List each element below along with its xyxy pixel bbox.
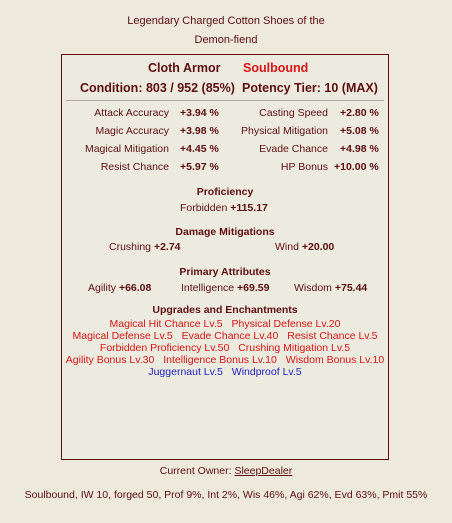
- stat-label: Resist Chance: [100, 161, 169, 173]
- enchantment-item: Windproof Lv.5: [231, 366, 302, 378]
- upgrade-item: Resist Chance Lv.5: [287, 330, 378, 342]
- stat-label: Casting Speed: [259, 107, 328, 119]
- upgrade-item: Magical Hit Chance Lv.5: [109, 318, 223, 330]
- upgrade-row: [62, 354, 388, 366]
- attribute-label: Intelligence: [181, 282, 235, 294]
- divider: [66, 100, 384, 101]
- item-stats-panel: [61, 54, 389, 460]
- upgrades-heading: Upgrades and Enchantments: [152, 304, 298, 316]
- proficiency-value: +115.17: [230, 202, 268, 214]
- attribute-intelligence: [181, 282, 269, 294]
- owner-link[interactable]: SleepDealer: [234, 465, 293, 477]
- attribute-value: +69.59: [237, 282, 270, 294]
- upgrade-item: Intelligence Bonus Lv.10: [163, 354, 277, 366]
- stat-label: Attack Accuracy: [94, 107, 169, 119]
- proficiency-heading: Proficiency: [196, 186, 254, 198]
- mitigation-label: Wind: [275, 241, 299, 253]
- item-title-line2: Demon-fiend: [194, 34, 258, 46]
- stat-value: +4.98 %: [340, 143, 379, 155]
- proficiency-label: Forbidden: [180, 202, 228, 214]
- mitigation-wind: [275, 241, 334, 253]
- mitigation-crushing: [109, 241, 181, 253]
- attribute-wisdom: [294, 282, 367, 294]
- attribute-value: +66.08: [118, 282, 152, 294]
- primary-attributes-heading: Primary Attributes: [179, 266, 271, 278]
- owner-label: Current Owner:: [159, 465, 232, 477]
- enchantment-row: [62, 366, 388, 378]
- stat-value: +4.45 %: [180, 143, 219, 155]
- stat-label: Magical Mitigation: [84, 143, 169, 155]
- upgrade-item: Agility Bonus Lv.30: [65, 354, 155, 366]
- upgrade-row: [62, 342, 388, 354]
- item-type: Cloth Armor: [148, 61, 221, 75]
- attribute-label: Wisdom: [294, 282, 332, 294]
- upgrade-item: Wisdom Bonus Lv.10: [285, 354, 385, 366]
- stat-label: Physical Mitigation: [241, 125, 328, 137]
- stat-value: +5.97 %: [180, 161, 219, 173]
- item-summary: Soulbound, IW 10, forged 50, Prof 9%, Int 2%, Wis 46%, Agi 62%, Evd 63%, Pmit 55%: [24, 489, 428, 501]
- attribute-value: +75.44: [334, 282, 368, 294]
- mitigation-value: +2.74: [153, 241, 181, 253]
- stat-label: Magic Accuracy: [95, 125, 169, 137]
- soulbound-label: Soulbound: [243, 61, 309, 75]
- condition-text: Condition: 803 / 952 (85%): [80, 81, 235, 95]
- enchantment-item: Juggernaut Lv.5: [148, 366, 223, 378]
- upgrade-row: [62, 318, 388, 330]
- stat-value: +5.08 %: [340, 125, 379, 137]
- upgrade-item: Evade Chance Lv.40: [181, 330, 279, 342]
- attribute-agility: [88, 282, 151, 294]
- item-title-line1: Legendary Charged Cotton Shoes of the: [127, 15, 325, 27]
- stat-label: Evade Chance: [259, 143, 328, 155]
- item-title: [0, 12, 452, 50]
- stat-label: HP Bonus: [280, 161, 328, 173]
- upgrade-item: Forbidden Proficiency Lv.50: [99, 342, 230, 354]
- attribute-label: Agility: [88, 282, 117, 294]
- upgrade-item: Magical Defense Lv.5: [72, 330, 173, 342]
- current-owner: [0, 465, 452, 477]
- upgrade-item: Crushing Mitigation Lv.5: [238, 342, 351, 354]
- proficiency-forbidden: [180, 202, 268, 214]
- stat-value: +3.98 %: [180, 125, 219, 137]
- mitigation-value: +20.00: [301, 241, 335, 253]
- upgrade-item: Physical Defense Lv.20: [231, 318, 341, 330]
- damage-mitigations-heading: Damage Mitigations: [175, 226, 275, 238]
- potency-tier-text: Potency Tier: 10 (MAX): [242, 81, 378, 95]
- stat-value: +2.80 %: [340, 107, 379, 119]
- upgrade-row: [62, 330, 388, 342]
- stat-value: +10.00 %: [334, 161, 379, 173]
- stat-value: +3.94 %: [180, 107, 219, 119]
- mitigation-label: Crushing: [109, 241, 152, 253]
